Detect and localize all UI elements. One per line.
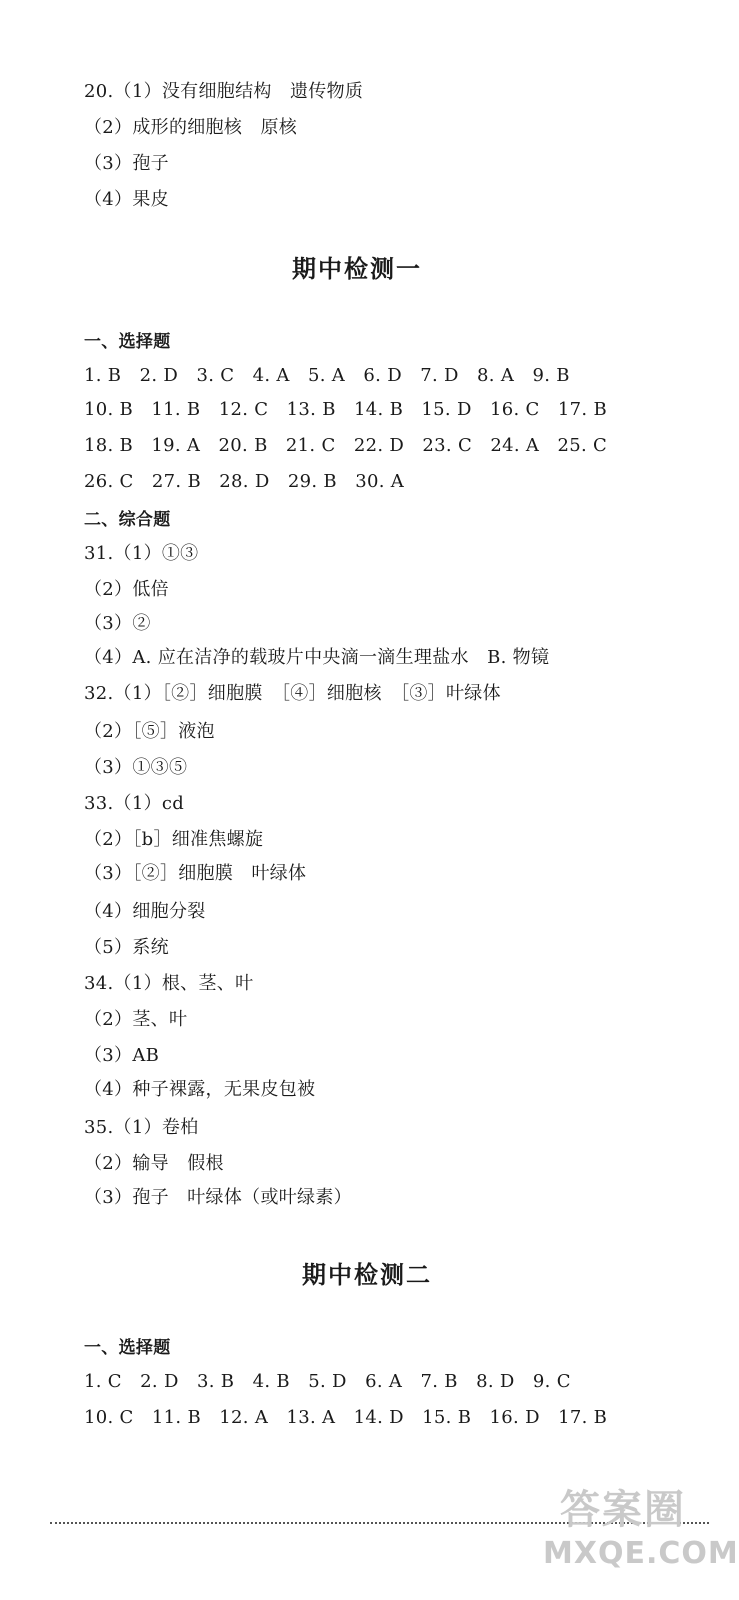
answer-line: （3）①③⑤: [84, 757, 188, 778]
answer-line: （2）输导 假根: [84, 1153, 224, 1174]
comprehensive-heading: 二、综合题: [84, 510, 171, 530]
choice-answers-row: 10. C 11. B 12. A 13. A 14. D 15. B 16. D 17. B: [84, 1407, 608, 1428]
answer-line: （3）AB: [84, 1045, 160, 1066]
choice-answers-row: 1. B 2. D 3. C 4. A 5. A 6. D 7. D 8. A 9. B: [84, 365, 570, 386]
answer-line: （5）系统: [84, 937, 169, 958]
watermark-logo-text: 答案圈: [560, 1487, 686, 1533]
section-title-exam1: 期中检测一: [292, 255, 422, 283]
answer-line: 20.（1）没有细胞结构 遗传物质: [84, 81, 364, 102]
choice-answers-row: 18. B 19. A 20. B 21. C 22. D 23. C 24. A 25. C: [84, 435, 608, 456]
choice-heading: 一、选择题: [84, 332, 171, 352]
choice-heading: 一、选择题: [84, 1338, 171, 1358]
answer-line: （3）②: [84, 613, 151, 634]
answer-line: 32.（1）［②］细胞膜 ［④］细胞核 ［③］叶绿体: [84, 683, 501, 704]
answer-line: （2）茎、叶: [84, 1009, 188, 1030]
answer-line: （3）孢子 叶绿体（或叶绿素）: [84, 1187, 352, 1208]
answer-line: 33.（1）cd: [84, 793, 185, 814]
answer-line: 31.（1）①③: [84, 543, 199, 564]
choice-answers-row: 10. B 11. B 12. C 13. B 14. B 15. D 16. C 17. B: [84, 399, 607, 420]
answer-line: （2）成形的细胞核 原核: [84, 117, 298, 138]
answer-line: （4）A. 应在洁净的载玻片中央滴一滴生理盐水 B. 物镜: [84, 647, 550, 668]
answer-line: （2）［b］细准焦螺旋: [84, 829, 264, 850]
choice-answers-row: 1. C 2. D 3. B 4. B 5. D 6. A 7. B 8. D 9. C: [84, 1371, 571, 1392]
answer-line: 35.（1）卷柏: [84, 1117, 199, 1138]
answer-line: （2）低倍: [84, 579, 169, 600]
answer-line: （4）细胞分裂: [84, 901, 206, 922]
answer-line: （3）孢子: [84, 153, 169, 174]
answer-line: （4）种子裸露，无果皮包被: [84, 1079, 316, 1100]
answer-line: （4）果皮: [84, 189, 169, 210]
answer-line: 34.（1）根、茎、叶: [84, 973, 254, 994]
answer-line: （2）［⑤］液泡: [84, 721, 215, 742]
watermark-url: MXQE.COM: [543, 1536, 739, 1571]
section-title-exam2: 期中检测二: [302, 1261, 432, 1289]
choice-answers-row: 26. C 27. B 28. D 29. B 30. A: [84, 471, 405, 492]
site-watermark: [543, 1486, 739, 1596]
answer-line: （3）［②］细胞膜 叶绿体: [84, 863, 307, 884]
